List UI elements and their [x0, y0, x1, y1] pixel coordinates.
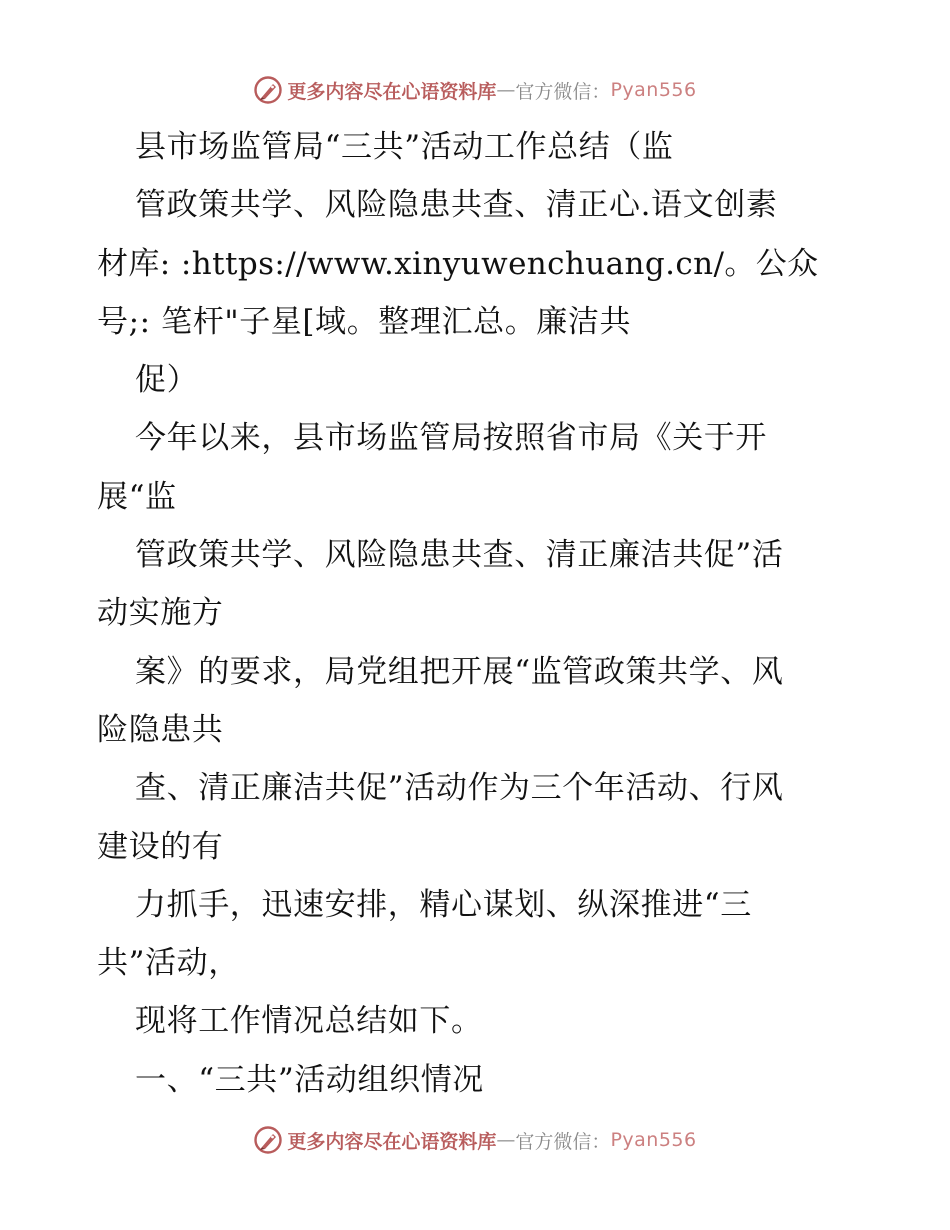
banner-slogan: 更多内容尽在心语资料库 — [287, 1130, 497, 1153]
pen-nib-logo-icon — [253, 75, 283, 105]
banner-dash: — — [496, 1129, 516, 1151]
banner-wechat-handle: Pyan556 — [610, 1129, 697, 1151]
banner-official-label: 官方微信： — [515, 80, 611, 103]
doc-title-line-1: 县市场监管局“三共”活动工作总结（监 — [135, 129, 674, 165]
paragraph-line: 建设的有 — [97, 828, 224, 865]
paragraph-line: 管政策共学、风险隐患共查、清正廉洁共促”活 — [135, 537, 784, 574]
banner-wechat-handle: Pyan556 — [610, 79, 697, 101]
paragraph-line: 动实施方 — [97, 595, 224, 632]
paragraph-line: 共”活动， — [97, 945, 240, 982]
paragraph-line: 案》的要求，局党组把开展“监管政策共学、风 — [135, 653, 784, 690]
footer-watermark-banner — [0, 1120, 950, 1160]
pen-nib-logo-icon — [253, 1125, 283, 1155]
paragraph-line: 展“监 — [97, 478, 177, 515]
banner-dash: — — [496, 79, 516, 101]
doc-title-line-4: 号;: 笔杆"子星[域。整理汇总。廉洁共 — [97, 303, 632, 340]
doc-title-line-2: 管政策共学、风险隐患共查、清正心.语文创素 — [135, 187, 778, 224]
paragraph-line: 今年以来，县市场监管局按照省市局《关于开 — [135, 420, 767, 457]
section-heading: 一、“三共”活动组织情况 — [135, 1061, 484, 1098]
paragraph-line: 力抓手，迅速安排，精心谋划、纵深推进“三 — [135, 886, 752, 923]
doc-title-line-3: 材库: :https://www.xinyuwenchuang.cn/。公众 — [97, 245, 819, 282]
header-watermark-banner — [0, 70, 950, 110]
banner-slogan: 更多内容尽在心语资料库 — [287, 80, 497, 103]
paragraph-line: 现将工作情况总结如下。 — [135, 1003, 483, 1040]
paragraph-line: 查、清正廉洁共促”活动作为三个年活动、行风 — [135, 770, 784, 807]
paragraph-line: 险隐患共 — [97, 711, 224, 748]
banner-official-label: 官方微信： — [515, 1130, 611, 1153]
doc-title-line-5: 促） — [135, 362, 199, 399]
document-body — [97, 118, 857, 1109]
